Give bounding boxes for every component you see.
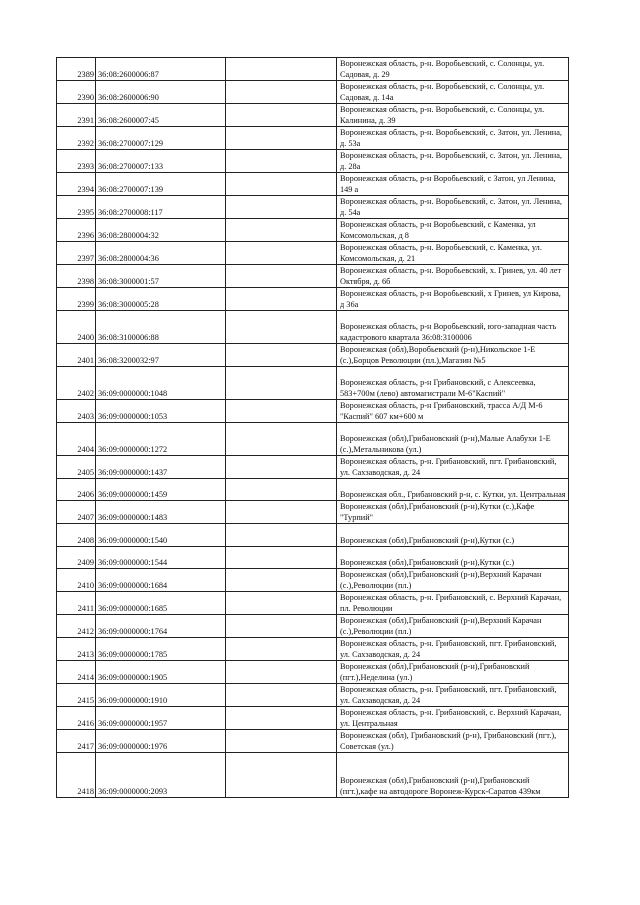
- table-row: [57, 638, 569, 661]
- cadastral-number-cell: 36:09:0000000:1976: [96, 730, 226, 753]
- empty-cell: [226, 615, 337, 638]
- empty-cell: [226, 173, 337, 196]
- table-row: [57, 400, 569, 423]
- cadastral-number-cell: 36:08:2600006:90: [96, 81, 226, 104]
- empty-cell: [226, 569, 337, 592]
- address-cell: Воронежская (обл), Грибановский (р-н), Грибановский (пгт.), Советская (ул.): [337, 730, 569, 753]
- empty-cell: [226, 344, 337, 367]
- empty-cell: [226, 638, 337, 661]
- registry-table: [56, 57, 569, 798]
- row-number-cell: 2402: [57, 367, 96, 400]
- cadastral-number-cell: 36:09:0000000:1764: [96, 615, 226, 638]
- empty-cell: [226, 524, 337, 547]
- table-row: [57, 501, 569, 524]
- cadastral-number-cell: 36:08:2700007:139: [96, 173, 226, 196]
- empty-cell: [226, 730, 337, 753]
- address-cell: Воронежская (обл),Воробьевский (р-н),Никольское 1-Е (с.),Борцов Революции (пл.),Магазин №5: [337, 344, 569, 367]
- address-cell: Воронежская область, р-н. Грибановский, с. Верхний Карачан, ул. Центральная: [337, 707, 569, 730]
- row-number-cell: 2406: [57, 479, 96, 501]
- table-row: [57, 661, 569, 684]
- empty-cell: [226, 423, 337, 456]
- table-row: [57, 58, 569, 81]
- cadastral-number-cell: 36:09:0000000:1053: [96, 400, 226, 423]
- row-number-cell: 2412: [57, 615, 96, 638]
- table-row: [57, 367, 569, 400]
- address-cell: Воронежская (обл),Грибановский (р-н),Кутки (с.): [337, 524, 569, 547]
- empty-cell: [226, 707, 337, 730]
- row-number-cell: 2410: [57, 569, 96, 592]
- cadastral-number-cell: 36:09:0000000:1544: [96, 547, 226, 569]
- cadastral-number-cell: 36:09:0000000:1540: [96, 524, 226, 547]
- table-row: [57, 344, 569, 367]
- table-row: [57, 479, 569, 501]
- empty-cell: [226, 58, 337, 81]
- address-cell: Воронежская область, р-н. Воробьевский, с. Затон, ул. Ленина, д. 54а: [337, 196, 569, 219]
- table-row: [57, 707, 569, 730]
- row-number-cell: 2395: [57, 196, 96, 219]
- table-row: [57, 150, 569, 173]
- address-cell: Воронежская (обл),Грибановский (р-н),Малые Алабухи 1-Е (с.),Метальникова (ул.): [337, 423, 569, 456]
- table-row: [57, 219, 569, 242]
- empty-cell: [226, 104, 337, 127]
- table-row: [57, 265, 569, 288]
- cadastral-number-cell: 36:08:2600006:87: [96, 58, 226, 81]
- empty-cell: [226, 753, 337, 798]
- cadastral-number-cell: 36:08:3100006:88: [96, 311, 226, 344]
- row-number-cell: 2401: [57, 344, 96, 367]
- row-number-cell: 2393: [57, 150, 96, 173]
- empty-cell: [226, 196, 337, 219]
- table-row: [57, 753, 569, 798]
- address-cell: Воронежская область, р-н. Воробьевский, с. Солонцы, ул. Садовая, д. 14а: [337, 81, 569, 104]
- address-cell: Воронежская область, р-н. Воробьевский, х. Гринев, ул. 40 лет Октября, д. 6б: [337, 265, 569, 288]
- row-number-cell: 2411: [57, 592, 96, 615]
- cadastral-number-cell: 36:08:2700008:117: [96, 196, 226, 219]
- cadastral-number-cell: 36:09:0000000:1905: [96, 661, 226, 684]
- table-row: [57, 730, 569, 753]
- table-row: [57, 615, 569, 638]
- row-number-cell: 2400: [57, 311, 96, 344]
- registry-table-body: [57, 58, 569, 798]
- address-cell: Воронежская область, р-н. Воробьевский, с. Затон, ул. Ленина, д. 28а: [337, 150, 569, 173]
- address-cell: Воронежская обл., Грибановский р-н, с. Кутки, ул. Центральная: [337, 479, 569, 501]
- table-row: [57, 288, 569, 311]
- cadastral-number-cell: 36:08:2800004:36: [96, 242, 226, 265]
- cadastral-number-cell: 36:08:3200032:97: [96, 344, 226, 367]
- table-row: [57, 592, 569, 615]
- address-cell: Воронежская область, р-н Грибановский, трасса А/Д М-6 "Каспий" 607 км+600 м: [337, 400, 569, 423]
- table-row: [57, 104, 569, 127]
- address-cell: Воронежская область, р-н. Воробьевский, с. Затон, ул. Ленина, д. 53а: [337, 127, 569, 150]
- address-cell: Воронежская (обл),Грибановский (р-н),Верхний Карачан (с.),Революции (пл.): [337, 569, 569, 592]
- row-number-cell: 2391: [57, 104, 96, 127]
- row-number-cell: 2394: [57, 173, 96, 196]
- address-cell: Воронежская область, р-н Воробьевский, с Затон, ул Ленина, 149 а: [337, 173, 569, 196]
- empty-cell: [226, 127, 337, 150]
- table-row: [57, 569, 569, 592]
- empty-cell: [226, 684, 337, 707]
- empty-cell: [226, 456, 337, 479]
- row-number-cell: 2389: [57, 58, 96, 81]
- row-number-cell: 2396: [57, 219, 96, 242]
- empty-cell: [226, 547, 337, 569]
- address-cell: Воронежская (обл),Грибановский (р-н),Грибановский (пгт.),кафе на автодороге Воронеж-Курск-Саратов 439км: [337, 753, 569, 798]
- empty-cell: [226, 242, 337, 265]
- address-cell: Воронежская область, р-н Воробьевский, юго-западная часть кадастрового квартала 36:08:3100006: [337, 311, 569, 344]
- address-cell: Воронежская область, р-н Воробьевский, с Каменка, ул Комсомольская, д 8: [337, 219, 569, 242]
- row-number-cell: 2403: [57, 400, 96, 423]
- empty-cell: [226, 150, 337, 173]
- address-cell: Воронежская область, р-н. Грибановский, пгт. Грибановский, ул. Сахзаводская, д. 24: [337, 638, 569, 661]
- address-cell: Воронежская область, р-н Воробьевский, х Гринев, ул Кирова, д 36а: [337, 288, 569, 311]
- row-number-cell: 2418: [57, 753, 96, 798]
- empty-cell: [226, 311, 337, 344]
- row-number-cell: 2397: [57, 242, 96, 265]
- cadastral-number-cell: 36:09:0000000:2093: [96, 753, 226, 798]
- cadastral-number-cell: 36:08:2700007:133: [96, 150, 226, 173]
- row-number-cell: 2405: [57, 456, 96, 479]
- table-row: [57, 456, 569, 479]
- cadastral-number-cell: 36:09:0000000:1437: [96, 456, 226, 479]
- empty-cell: [226, 265, 337, 288]
- address-cell: Воронежская (обл),Грибановский (р-н),Грибановский (пгт.),Неделина (ул.): [337, 661, 569, 684]
- address-cell: Воронежская область, р-н. Воробьевский, с. Солонцы, ул. Калинина, д. 39: [337, 104, 569, 127]
- row-number-cell: 2398: [57, 265, 96, 288]
- cadastral-number-cell: 36:08:2800004:32: [96, 219, 226, 242]
- table-row: [57, 684, 569, 707]
- table-row: [57, 242, 569, 265]
- cadastral-number-cell: 36:09:0000000:1785: [96, 638, 226, 661]
- empty-cell: [226, 367, 337, 400]
- table-row: [57, 311, 569, 344]
- address-cell: Воронежская область, р-н. Грибановский, с. Верхний Карачан, пл. Революции: [337, 592, 569, 615]
- row-number-cell: 2409: [57, 547, 96, 569]
- cadastral-number-cell: 36:09:0000000:1685: [96, 592, 226, 615]
- address-cell: Воронежская область, р-н Грибановский, с Алексеевка, 583+700м (лево) автомагистрали М-6"Каспий": [337, 367, 569, 400]
- address-cell: Воронежская область, р-н. Воробьевский, с. Каменка, ул. Комсомольская, д. 21: [337, 242, 569, 265]
- address-cell: Воронежская область, р-н. Грибановский, пгт. Грибановский, ул. Сахзаводская, д. 24: [337, 456, 569, 479]
- empty-cell: [226, 479, 337, 501]
- table-row: [57, 423, 569, 456]
- table-row: [57, 524, 569, 547]
- row-number-cell: 2404: [57, 423, 96, 456]
- cadastral-number-cell: 36:09:0000000:1910: [96, 684, 226, 707]
- empty-cell: [226, 661, 337, 684]
- address-cell: Воронежская (обл),Грибановский (р-н),Кутки (с.),Кафе "Турпий": [337, 501, 569, 524]
- row-number-cell: 2415: [57, 684, 96, 707]
- table-row: [57, 127, 569, 150]
- row-number-cell: 2407: [57, 501, 96, 524]
- address-cell: Воронежская область, р-н. Воробьевский, с. Солонцы, ул. Садовая, д. 29: [337, 58, 569, 81]
- cadastral-number-cell: 36:09:0000000:1483: [96, 501, 226, 524]
- empty-cell: [226, 81, 337, 104]
- table-row: [57, 547, 569, 569]
- empty-cell: [226, 592, 337, 615]
- table-row: [57, 196, 569, 219]
- address-cell: Воронежская (обл),Грибановский (р-н),Верхний Карачан (с.),Революции (пл.): [337, 615, 569, 638]
- empty-cell: [226, 400, 337, 423]
- empty-cell: [226, 288, 337, 311]
- row-number-cell: 2390: [57, 81, 96, 104]
- table-row: [57, 173, 569, 196]
- address-cell: Воронежская область, р-н. Грибановский, пгт. Грибановский, ул. Сахзаводская, д. 24: [337, 684, 569, 707]
- cadastral-number-cell: 36:08:2700007:129: [96, 127, 226, 150]
- cadastral-number-cell: 36:08:2600007:45: [96, 104, 226, 127]
- table-row: [57, 81, 569, 104]
- row-number-cell: 2414: [57, 661, 96, 684]
- row-number-cell: 2417: [57, 730, 96, 753]
- cadastral-number-cell: 36:09:0000000:1048: [96, 367, 226, 400]
- empty-cell: [226, 219, 337, 242]
- row-number-cell: 2413: [57, 638, 96, 661]
- row-number-cell: 2392: [57, 127, 96, 150]
- address-cell: Воронежская (обл),Грибановский (р-н),Кутки (с.): [337, 547, 569, 569]
- cadastral-number-cell: 36:08:3000001:57: [96, 265, 226, 288]
- empty-cell: [226, 501, 337, 524]
- row-number-cell: 2399: [57, 288, 96, 311]
- row-number-cell: 2408: [57, 524, 96, 547]
- row-number-cell: 2416: [57, 707, 96, 730]
- cadastral-number-cell: 36:08:3000005:28: [96, 288, 226, 311]
- cadastral-number-cell: 36:09:0000000:1684: [96, 569, 226, 592]
- cadastral-number-cell: 36:09:0000000:1459: [96, 479, 226, 501]
- cadastral-number-cell: 36:09:0000000:1957: [96, 707, 226, 730]
- cadastral-number-cell: 36:09:0000000:1272: [96, 423, 226, 456]
